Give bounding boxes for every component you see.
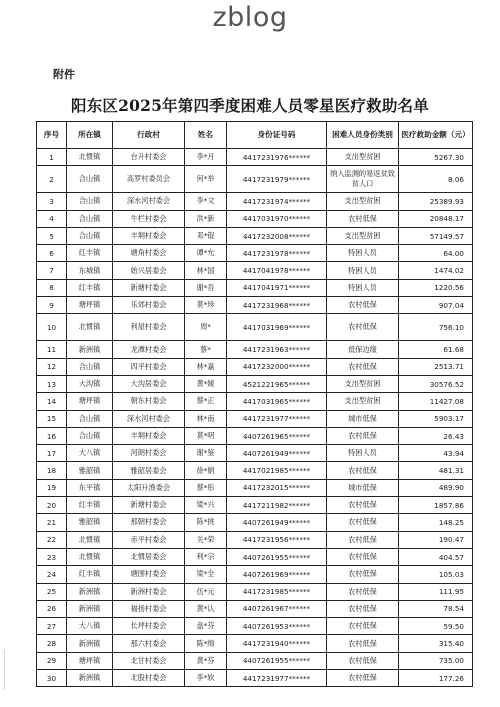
cell-village: 利屋村委会	[113, 314, 185, 341]
cell-id-number: 4417231977******	[227, 410, 327, 427]
cell-id-number: 4417031970******	[227, 210, 327, 227]
cell-village: 河朗村委会	[113, 445, 185, 462]
table-row	[37, 427, 473, 444]
cell-index: 23	[37, 548, 67, 565]
table-row	[37, 514, 473, 531]
cell-town: 红丰镇	[67, 245, 113, 262]
cell-name: 黄*认	[185, 600, 227, 617]
cell-category: 农村低保	[327, 566, 399, 583]
cell-town: 合山镇	[67, 358, 113, 375]
cell-village: 深水河村委会	[113, 410, 185, 427]
header-id-number: 身份证号码	[227, 122, 327, 149]
table-row	[37, 600, 473, 617]
cell-name: 林*南	[185, 410, 227, 427]
table-row	[37, 583, 473, 600]
cell-index: 7	[37, 262, 67, 279]
cell-category: 农村低保	[327, 583, 399, 600]
cell-id-number: 4417031965******	[227, 393, 327, 410]
cell-name: 林*国	[185, 262, 227, 279]
cell-village: 塘角村委会	[113, 245, 185, 262]
header-town: 所在镇	[67, 122, 113, 149]
cell-index: 21	[37, 514, 67, 531]
cell-town: 大沟镇	[67, 375, 113, 392]
cell-index: 11	[37, 341, 67, 358]
cell-id-number: 4407261953******	[227, 618, 327, 635]
cell-amount: 315.40	[399, 635, 473, 652]
cell-town: 大八镇	[67, 445, 113, 462]
cell-village: 新塘村委会	[113, 279, 185, 296]
cell-amount: 1220.56	[399, 279, 473, 296]
cell-village: 福扬村委会	[113, 600, 185, 617]
cell-amount: 8.06	[399, 166, 473, 193]
table-row	[37, 479, 473, 496]
cell-index: 2	[37, 166, 67, 193]
cell-town: 东城镇	[67, 262, 113, 279]
header-category: 困难人员身份类别	[327, 122, 399, 149]
cell-village: 雅韶居委会	[113, 462, 185, 479]
cell-village: 塘围村委会	[113, 566, 185, 583]
cell-amount: 1857.86	[399, 497, 473, 514]
cell-amount: 735.00	[399, 652, 473, 669]
cell-village: 那六村委会	[113, 635, 185, 652]
cell-id-number: 4417231985******	[227, 583, 327, 600]
cell-category: 特困人员	[327, 445, 399, 462]
cell-id-number: 4417231963******	[227, 341, 327, 358]
cell-name: 蔡*彤	[185, 479, 227, 496]
cell-village: 朝东村委会	[113, 393, 185, 410]
cell-category: 农村低保	[327, 427, 399, 444]
cell-town: 新洲镇	[67, 635, 113, 652]
cell-amount: 11427.08	[399, 393, 473, 410]
cell-name: 陈*挑	[185, 514, 227, 531]
cell-amount: 404.57	[399, 548, 473, 565]
cell-name: 蔡*正	[185, 393, 227, 410]
cell-category: 农村低保	[327, 670, 399, 687]
cell-index: 5	[37, 227, 67, 244]
cell-name: 关*荣	[185, 531, 227, 548]
cell-village: 长坪村委会	[113, 618, 185, 635]
cell-category: 城市低保	[327, 410, 399, 427]
cell-amount: 190.47	[399, 531, 473, 548]
cell-town: 北惯镇	[67, 548, 113, 565]
table-row	[37, 393, 473, 410]
table-row	[37, 314, 473, 341]
cell-name: 陈*绵	[185, 635, 227, 652]
cell-amount: 64.00	[399, 245, 473, 262]
cell-amount: 756.10	[399, 314, 473, 341]
cell-amount: 61.68	[399, 341, 473, 358]
table-row	[37, 341, 473, 358]
cell-village: 太阳升渔委会	[113, 479, 185, 496]
cell-id-number: 4417231974******	[227, 193, 327, 210]
cell-town: 红丰镇	[67, 279, 113, 296]
cell-id-number: 4417231968******	[227, 297, 327, 314]
cell-name: 梁*兴	[185, 497, 227, 514]
cell-village: 北股村委会	[113, 670, 185, 687]
cell-index: 8	[37, 279, 67, 296]
cell-name: 利*宗	[185, 548, 227, 565]
cell-town: 雅韶镇	[67, 462, 113, 479]
cell-index: 3	[37, 193, 67, 210]
cell-id-number: 4417231979******	[227, 166, 327, 193]
cell-index: 13	[37, 375, 67, 392]
cell-village: 大沟居委会	[113, 375, 185, 392]
cell-name: 李*月	[185, 149, 227, 166]
cell-id-number: 4417231940******	[227, 635, 327, 652]
cell-id-number: 4521221965******	[227, 375, 327, 392]
cell-name: 蔡*	[185, 341, 227, 358]
table-row	[37, 210, 473, 227]
table-row	[37, 670, 473, 687]
cell-category: 农村低保	[327, 462, 399, 479]
cell-id-number: 4417231956******	[227, 531, 327, 548]
cell-index: 9	[37, 297, 67, 314]
table-row	[37, 618, 473, 635]
cell-name: 黄*芬	[185, 652, 227, 669]
table-row	[37, 410, 473, 427]
cell-category: 支出型贫困	[327, 149, 399, 166]
table-row	[37, 279, 473, 296]
cell-town: 新洲镇	[67, 670, 113, 687]
cell-id-number: 4407261967******	[227, 600, 327, 617]
cell-index: 20	[37, 497, 67, 514]
cell-village: 新塘村委会	[113, 497, 185, 514]
cell-amount: 78.54	[399, 600, 473, 617]
cell-id-number: 4407261955******	[227, 548, 327, 565]
cell-town: 合山镇	[67, 227, 113, 244]
table-row	[37, 245, 473, 262]
cell-name: 莫*珍	[185, 297, 227, 314]
cell-id-number: 4417231978******	[227, 245, 327, 262]
cell-amount: 105.03	[399, 566, 473, 583]
cell-category: 农村低保	[327, 600, 399, 617]
cell-id-number: 4407261949******	[227, 514, 327, 531]
cell-index: 26	[37, 600, 67, 617]
cell-category: 低保边缘	[327, 341, 399, 358]
cell-name: 李*软	[185, 670, 227, 687]
table-row	[37, 193, 473, 210]
cell-category: 支出型贫困	[327, 227, 399, 244]
cell-village: 四平村委会	[113, 358, 185, 375]
cell-id-number: 4417231977******	[227, 670, 327, 687]
cell-town: 合山镇	[67, 427, 113, 444]
cell-village: 乐郊村委会	[113, 297, 185, 314]
cell-category: 农村低保	[327, 514, 399, 531]
cell-name: 林*嘉	[185, 358, 227, 375]
cell-amount: 177.26	[399, 670, 473, 687]
cell-category: 农村低保	[327, 652, 399, 669]
cell-id-number: 4417211982******	[227, 497, 327, 514]
cell-id-number: 4417031969******	[227, 314, 327, 341]
cell-name: 李*文	[185, 193, 227, 210]
cell-index: 30	[37, 670, 67, 687]
cell-village: 深水河村委会	[113, 193, 185, 210]
header-amount: 医疗救助金额（元）	[399, 122, 473, 149]
cell-id-number: 4417231976******	[227, 149, 327, 166]
cell-amount: 57149.57	[399, 227, 473, 244]
cell-amount: 5903.17	[399, 410, 473, 427]
cell-amount: 489.90	[399, 479, 473, 496]
cell-category: 支出型贫困	[327, 193, 399, 210]
cell-name: 盘*芬	[185, 618, 227, 635]
cell-category: 特困人员	[327, 262, 399, 279]
cell-id-number: 4417021985******	[227, 462, 327, 479]
cell-town: 红丰镇	[67, 497, 113, 514]
cell-category: 特困人员	[327, 279, 399, 296]
table-row	[37, 635, 473, 652]
cell-category: 支出型贫困	[327, 393, 399, 410]
cell-town: 雅韶镇	[67, 514, 113, 531]
cell-town: 塘坪镇	[67, 297, 113, 314]
cell-name: 周*	[185, 314, 227, 341]
cell-amount: 30576.52	[399, 375, 473, 392]
cell-amount: 25389.93	[399, 193, 473, 210]
table-row	[37, 497, 473, 514]
cell-index: 16	[37, 427, 67, 444]
table-row	[37, 652, 473, 669]
cell-index: 18	[37, 462, 67, 479]
cell-category: 农村低保	[327, 497, 399, 514]
cell-category: 农村低保	[327, 210, 399, 227]
cell-town: 塘坪镇	[67, 652, 113, 669]
cell-town: 合山镇	[67, 410, 113, 427]
cell-category: 农村低保	[327, 358, 399, 375]
cell-village: 始兴居委会	[113, 262, 185, 279]
cell-village: 赤平村委会	[113, 531, 185, 548]
cell-id-number: 4417232000******	[227, 358, 327, 375]
cell-category: 农村低保	[327, 635, 399, 652]
cell-town: 新洲镇	[67, 341, 113, 358]
cell-amount: 20848.17	[399, 210, 473, 227]
cell-category: 农村低保	[327, 297, 399, 314]
cell-name: 梁*全	[185, 566, 227, 583]
cell-category: 农村低保	[327, 618, 399, 635]
cell-id-number: 4407261955******	[227, 652, 327, 669]
attachment-label: 附件	[53, 68, 75, 81]
cell-category: 支出型贫困	[327, 375, 399, 392]
cell-name: 伍*元	[185, 583, 227, 600]
table-row	[37, 297, 473, 314]
cell-category: 特困人员	[327, 245, 399, 262]
cell-town: 新洲镇	[67, 600, 113, 617]
table-row	[37, 358, 473, 375]
cell-amount: 481.31	[399, 462, 473, 479]
cell-town: 大八镇	[67, 618, 113, 635]
cell-amount: 148.25	[399, 514, 473, 531]
cell-village: 北惯居委会	[113, 548, 185, 565]
cell-index: 25	[37, 583, 67, 600]
cell-name: 邓*锟	[185, 227, 227, 244]
cell-town: 北惯镇	[67, 531, 113, 548]
cell-name: 谢*鉴	[185, 445, 227, 462]
cell-amount: 2513.71	[399, 358, 473, 375]
cell-town: 北惯镇	[67, 314, 113, 341]
cell-town: 北惯镇	[67, 149, 113, 166]
relief-list-table	[36, 121, 473, 687]
cell-village: 台升村委会	[113, 149, 185, 166]
cell-village: 高罗村委员会	[113, 166, 185, 193]
cell-town: 新洲镇	[67, 583, 113, 600]
header-index: 序号	[37, 122, 67, 149]
cell-category: 纳入监测的易返贫致贫人口	[327, 166, 399, 193]
table-row	[37, 531, 473, 548]
scan-artifact	[4, 650, 5, 690]
cell-village: 丰垌村委会	[113, 427, 185, 444]
cell-index: 4	[37, 210, 67, 227]
table-row	[37, 149, 473, 166]
table-row	[37, 445, 473, 462]
header-name: 姓名	[185, 122, 227, 149]
table-row	[37, 227, 473, 244]
cell-id-number: 4417232008******	[227, 227, 327, 244]
table-row	[37, 462, 473, 479]
cell-amount: 111.95	[399, 583, 473, 600]
cell-id-number: 4407261969******	[227, 566, 327, 583]
cell-index: 19	[37, 479, 67, 496]
cell-town: 合山镇	[67, 193, 113, 210]
cell-index: 29	[37, 652, 67, 669]
table-row	[37, 375, 473, 392]
cell-category: 农村低保	[327, 531, 399, 548]
cell-category: 城市低保	[327, 479, 399, 496]
cell-amount: 907.04	[399, 297, 473, 314]
watermark-text: zblog	[212, 2, 288, 33]
cell-category: 农村低保	[327, 548, 399, 565]
cell-name: 谢*吾	[185, 279, 227, 296]
cell-town: 东平镇	[67, 479, 113, 496]
cell-index: 28	[37, 635, 67, 652]
cell-name: 洪*新	[185, 210, 227, 227]
cell-village: 龙潭村委会	[113, 341, 185, 358]
table-row	[37, 548, 473, 565]
cell-amount: 26.43	[399, 427, 473, 444]
cell-amount: 59.50	[399, 618, 473, 635]
cell-index: 6	[37, 245, 67, 262]
cell-name: 莫*明	[185, 427, 227, 444]
cell-town: 合山镇	[67, 210, 113, 227]
table-row	[37, 262, 473, 279]
cell-town: 合山镇	[67, 166, 113, 193]
cell-id-number: 4407261949******	[227, 445, 327, 462]
cell-index: 24	[37, 566, 67, 583]
cell-village: 新洲村委会	[113, 583, 185, 600]
cell-index: 14	[37, 393, 67, 410]
cell-village: 丰垌村委会	[113, 227, 185, 244]
cell-town: 红丰镇	[67, 566, 113, 583]
cell-name: 徐*娟	[185, 462, 227, 479]
document-title: 阳东区2025年第四季度困难人员零星医疗救助名单	[71, 96, 429, 115]
cell-index: 22	[37, 531, 67, 548]
header-village: 行政村	[113, 122, 185, 149]
cell-id-number: 4417041978******	[227, 262, 327, 279]
table-header-row	[37, 122, 473, 149]
cell-index: 1	[37, 149, 67, 166]
cell-amount: 5267.30	[399, 149, 473, 166]
cell-village: 那朝村委会	[113, 514, 185, 531]
cell-index: 17	[37, 445, 67, 462]
cell-name: 谭*允	[185, 245, 227, 262]
cell-name: 何*举	[185, 166, 227, 193]
cell-index: 27	[37, 618, 67, 635]
cell-index: 12	[37, 358, 67, 375]
cell-id-number: 4417041971******	[227, 279, 327, 296]
cell-id-number: 4407261965******	[227, 427, 327, 444]
table-row	[37, 166, 473, 193]
cell-id-number: 4417232015******	[227, 479, 327, 496]
cell-amount: 43.94	[399, 445, 473, 462]
cell-name: 黄*媛	[185, 375, 227, 392]
cell-amount: 1474.02	[399, 262, 473, 279]
table-row	[37, 566, 473, 583]
cell-category: 农村低保	[327, 314, 399, 341]
cell-village: 牛栏村委会	[113, 210, 185, 227]
cell-village: 北甘村委会	[113, 652, 185, 669]
cell-index: 10	[37, 314, 67, 341]
cell-index: 15	[37, 410, 67, 427]
table-body	[37, 149, 473, 687]
cell-town: 塘坪镇	[67, 393, 113, 410]
